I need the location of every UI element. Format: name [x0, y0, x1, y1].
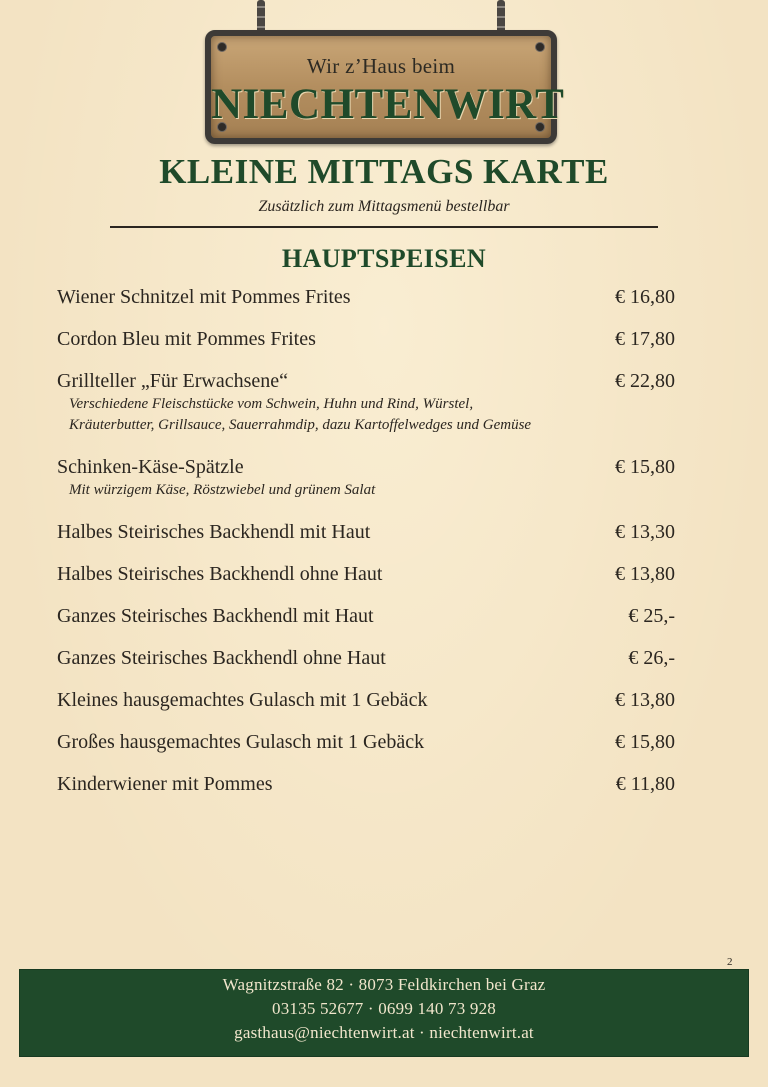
title-divider	[110, 226, 658, 228]
dish-name: Cordon Bleu mit Pommes Frites	[57, 328, 316, 350]
dish-price: € 13,30	[615, 521, 675, 543]
menu-item	[57, 689, 675, 711]
dish-price: € 26,-	[628, 647, 675, 669]
dish-name: Grillteller „Für Erwachsene“	[57, 370, 289, 392]
menu-item	[57, 456, 675, 501]
footer-phones: 03135 52677 · 0699 140 73 928	[272, 999, 496, 1018]
rivet-icon	[217, 42, 227, 52]
dish-name: Schinken-Käse-Spätzle	[57, 456, 244, 478]
page-subtitle: Zusätzlich zum Mittagsmenü bestellbar	[258, 198, 510, 215]
menu-item	[57, 731, 675, 753]
dish-name: Halbes Steirisches Backhendl mit Haut	[57, 521, 371, 543]
footer-address: Wagnitzstraße 82 · 8073 Feldkirchen bei Graz	[222, 975, 546, 994]
dish-price: € 11,80	[615, 773, 675, 795]
dish-price: € 13,80	[615, 689, 675, 711]
menu-item	[57, 328, 675, 350]
dish-price: € 15,80	[615, 731, 675, 753]
contact-footer	[19, 969, 749, 1057]
dish-name: Ganzes Steirisches Backhendl mit Haut	[57, 605, 374, 627]
menu-item	[57, 521, 675, 543]
dish-name: Großes hausgemachtes Gulasch mit 1 Gebäck	[57, 731, 425, 753]
menu-item	[57, 563, 675, 585]
dish-description: Verschiedene Fleischstücke vom Schwein, Huhn und Rind, Würstel, Kräuterbutter, Grillsauce, Sauerrahmdip, dazu Kartoffelwedges und Gemüse	[69, 396, 532, 433]
dish-name: Ganzes Steirisches Backhendl ohne Haut	[57, 647, 386, 669]
menu-item	[57, 605, 675, 627]
logo-name: NIECHTENWIRT	[211, 81, 565, 128]
menu-item	[57, 370, 675, 436]
dish-price: € 22,80	[615, 370, 675, 392]
page-title: KLEINE MITTAGS KARTE	[159, 152, 609, 191]
dish-price: € 25,-	[628, 605, 675, 627]
dish-price: € 16,80	[615, 286, 675, 308]
dish-name: Kleines hausgemachtes Gulasch mit 1 Gebäck	[57, 689, 428, 711]
dish-name: Kinderwiener mit Pommes	[57, 773, 273, 795]
menu-item	[57, 647, 675, 669]
restaurant-logo-sign	[205, 30, 565, 144]
dish-description: Mit würzigem Käse, Röstzwiebel und grünem Salat	[69, 482, 376, 498]
menu-list	[57, 286, 675, 815]
logo-top-line: Wir z’Haus beim	[306, 54, 456, 78]
menu-item	[57, 773, 675, 795]
dish-name: Halbes Steirisches Backhendl ohne Haut	[57, 563, 383, 585]
page-number: 2	[727, 956, 733, 968]
rivet-icon	[535, 42, 545, 52]
section-title: HAUPTSPEISEN	[281, 244, 487, 273]
footer-web: gasthaus@niechtenwirt.at · niechtenwirt.at	[234, 1023, 534, 1042]
dish-price: € 15,80	[615, 456, 675, 478]
dish-price: € 17,80	[615, 328, 675, 350]
dish-name: Wiener Schnitzel mit Pommes Frites	[57, 286, 351, 308]
menu-item	[57, 286, 675, 308]
dish-price: € 13,80	[615, 563, 675, 585]
